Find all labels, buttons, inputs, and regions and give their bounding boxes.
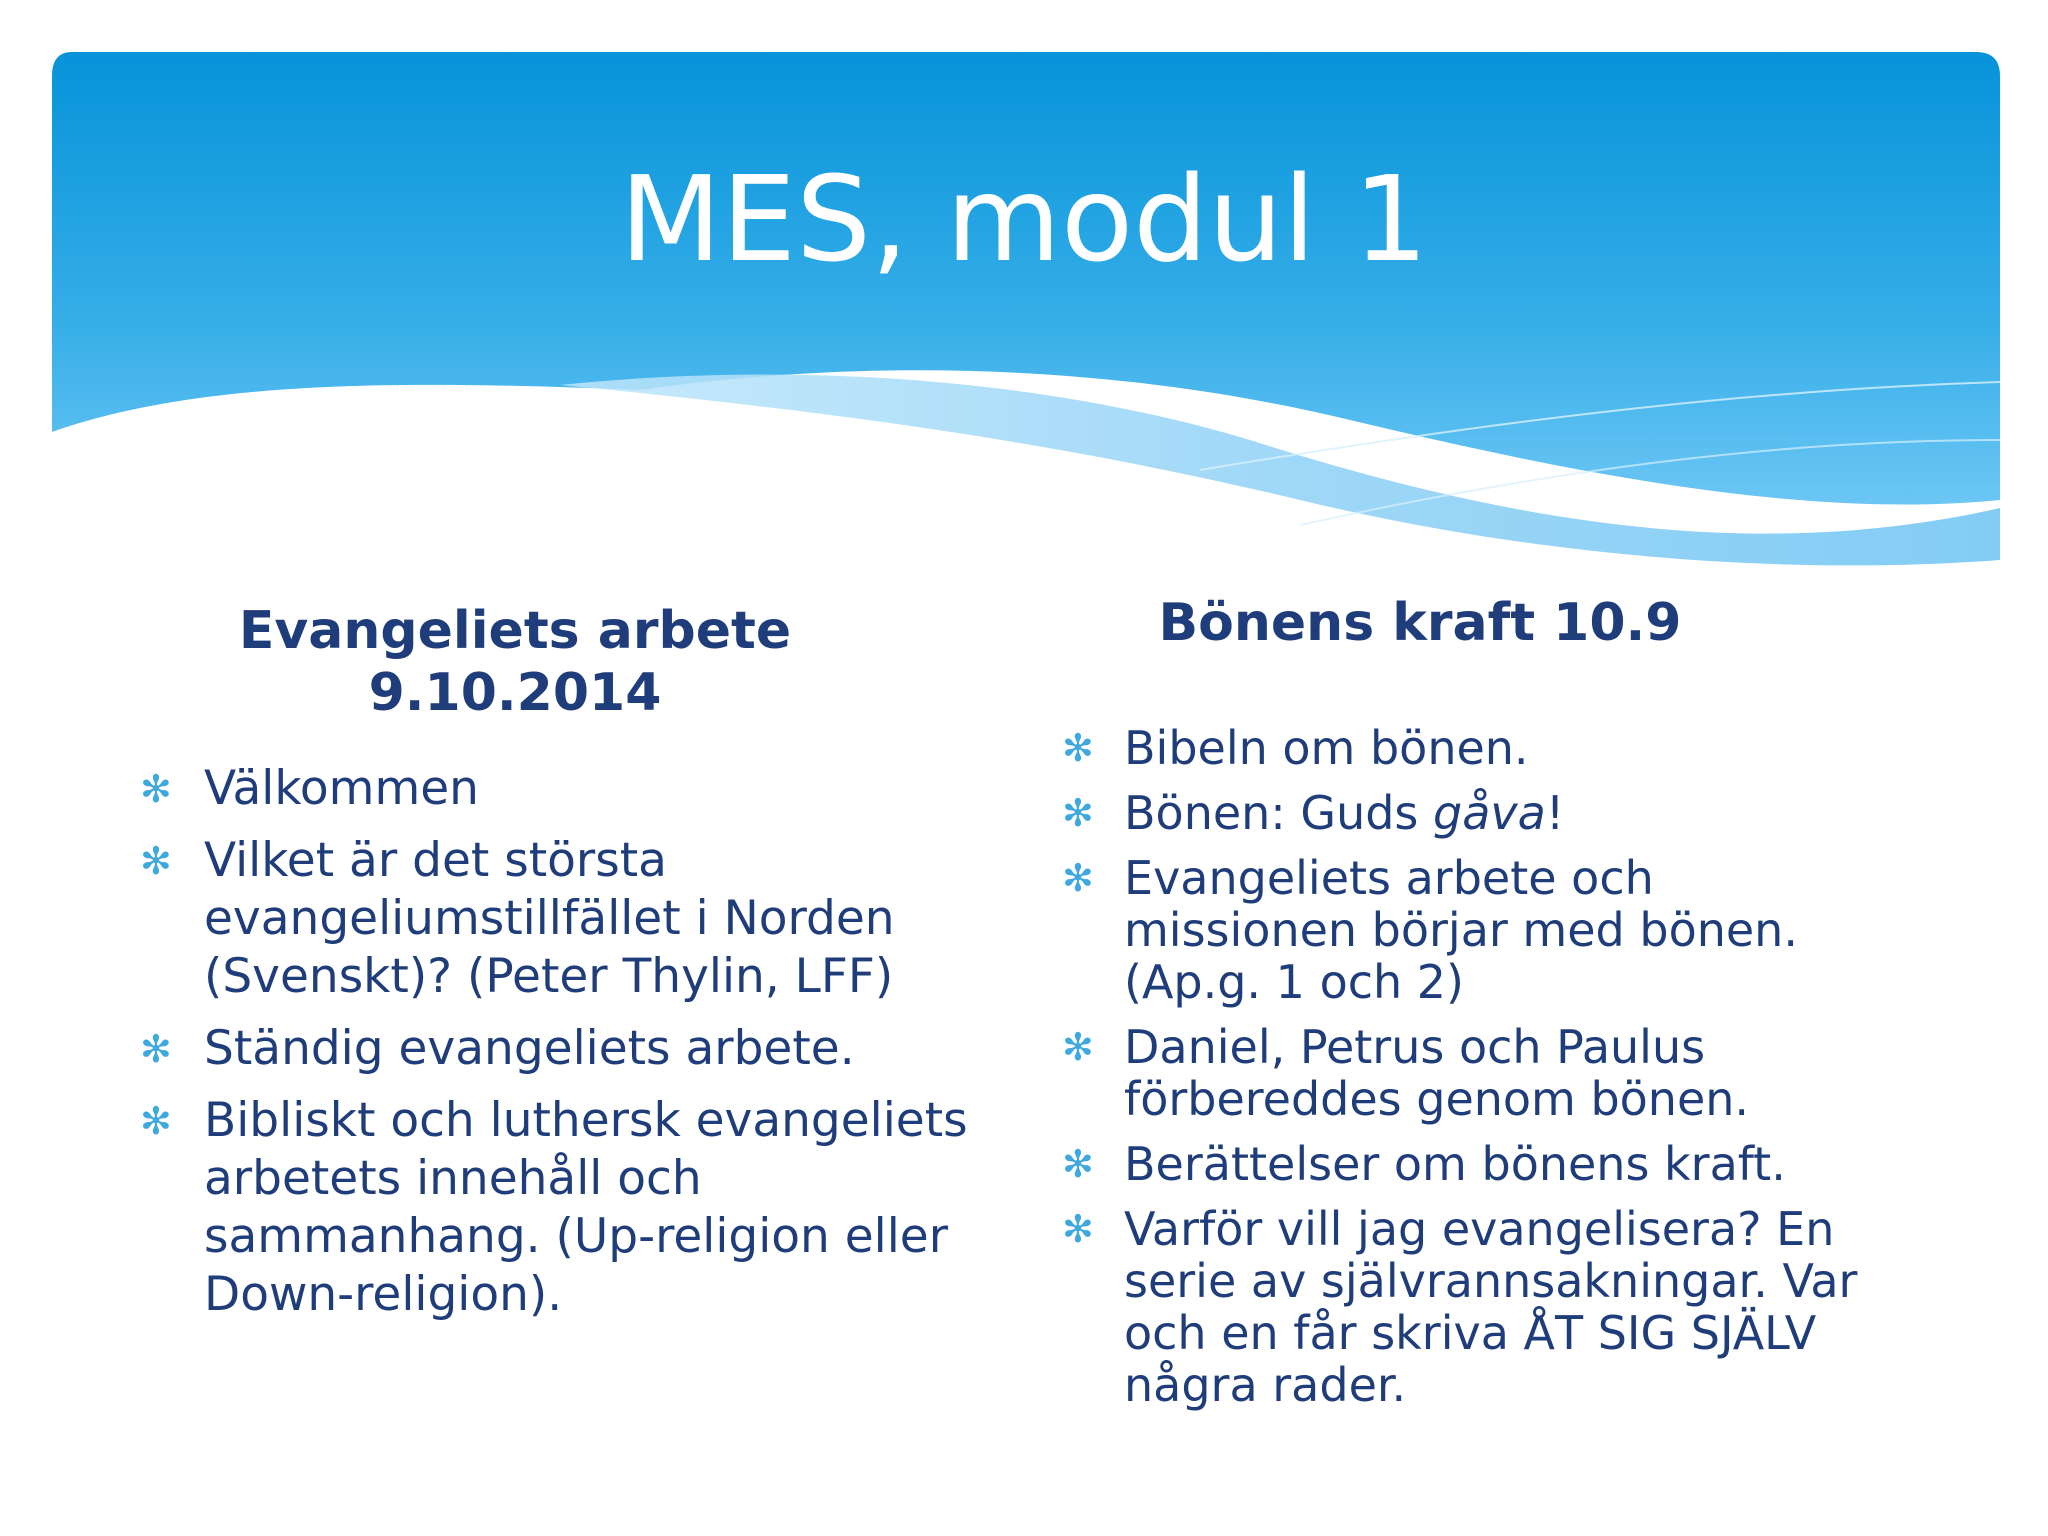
- list-item-text: Bibeln om bönen.: [1124, 721, 1529, 775]
- right-bullet-list: [1062, 722, 1882, 1424]
- list-item: [1062, 722, 1882, 774]
- list-item: [1062, 1138, 1882, 1190]
- asterisk-bullet-icon: ✻: [140, 767, 172, 811]
- asterisk-bullet-icon: ✻: [1062, 1025, 1094, 1069]
- list-item: [140, 760, 970, 818]
- list-item-text: Berättelser om bönens kraft.: [1124, 1137, 1786, 1191]
- list-item-text: Ständig evangeliets arbete.: [204, 1021, 855, 1076]
- asterisk-bullet-icon: ✻: [1062, 856, 1094, 900]
- right-column-heading: Bönens kraft 10.9: [1158, 593, 1682, 653]
- left-bullet-list: [140, 760, 970, 1338]
- list-item-text-emphasis: gåva: [1433, 786, 1546, 840]
- asterisk-bullet-icon: ✻: [1062, 1142, 1094, 1186]
- list-item: [140, 1092, 970, 1324]
- list-item: [1062, 1203, 1882, 1411]
- asterisk-bullet-icon: ✻: [1062, 791, 1094, 835]
- asterisk-bullet-icon: ✻: [140, 1027, 172, 1071]
- list-item: [140, 832, 970, 1006]
- asterisk-bullet-icon: ✻: [140, 1099, 172, 1143]
- asterisk-bullet-icon: ✻: [1062, 1207, 1094, 1251]
- list-item: [1062, 1021, 1882, 1125]
- slide-title: MES, modul 1: [619, 150, 1429, 288]
- header-banner: [0, 0, 2048, 580]
- asterisk-bullet-icon: ✻: [1062, 726, 1094, 770]
- list-item-text: Bibliskt och luthersk evangeliets arbetets innehåll och sammanhang. (Up-religion eller Down-religion).: [204, 1093, 968, 1322]
- list-item-text-after: !: [1545, 786, 1565, 840]
- list-item: [1062, 787, 1882, 839]
- list-item-text: Välkommen: [204, 761, 479, 816]
- left-column-heading: [160, 600, 870, 724]
- list-item-text: Vilket är det största evangeliumstillfället i Norden (Svenskt)? (Peter Thylin, LFF): [204, 833, 895, 1004]
- asterisk-bullet-icon: ✻: [140, 839, 172, 883]
- list-item: [140, 1020, 970, 1078]
- list-item-text: Evangeliets arbete och missionen börjar med bönen. (Ap.g. 1 och 2): [1124, 851, 1798, 1009]
- left-heading-line2: 9.10.2014: [368, 663, 662, 723]
- left-heading-line1: Evangeliets arbete: [238, 601, 792, 661]
- list-item: [1062, 852, 1882, 1008]
- list-item-text: Daniel, Petrus och Paulus förbereddes genom bönen.: [1124, 1020, 1750, 1126]
- list-item-text-before: Bönen: Guds: [1124, 786, 1434, 840]
- list-item-text: Varför vill jag evangelisera? En serie av självrannsakningar. Var och en får skriva ÅT SIG SJÄLV några rader.: [1124, 1202, 1858, 1412]
